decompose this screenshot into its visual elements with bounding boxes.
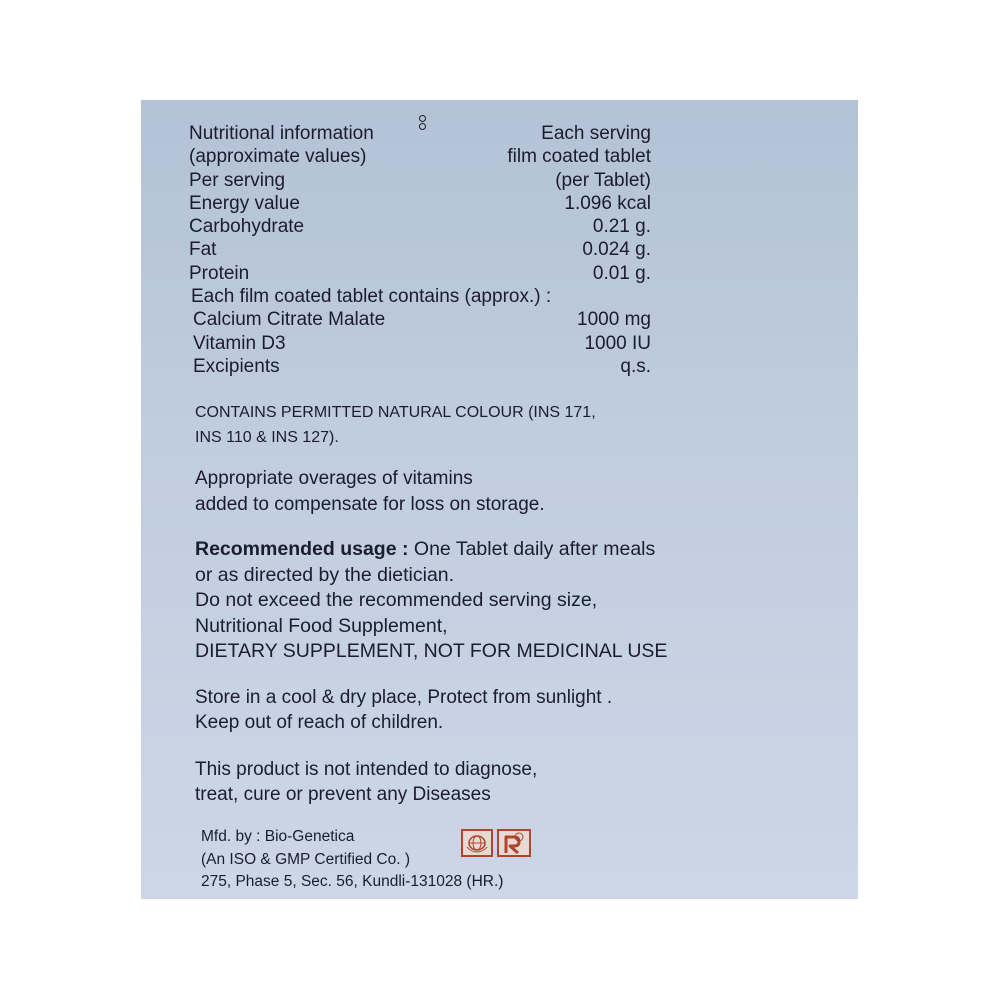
ingredient-label: Excipients: [193, 355, 280, 377]
nutrition-header-left-2: (approximate values): [189, 146, 367, 168]
nutrition-header-right-3: (per Tablet): [555, 169, 651, 191]
nutrition-table: [189, 122, 651, 378]
nutrition-value: 1.096 kcal: [564, 192, 651, 214]
usage-line-5: DIETARY SUPPLEMENT, NOT FOR MEDICINAL USE: [195, 640, 668, 662]
ingredient-label: Calcium Citrate Malate: [193, 309, 386, 331]
overages-line-2: added to compensate for loss on storage.: [195, 494, 545, 515]
certification-logos: [461, 829, 531, 857]
nutrition-label: Carbohydrate: [189, 216, 305, 238]
colour-notice-line-2: INS 110 & INS 127).: [195, 429, 339, 446]
nutrition-label: Fat: [189, 239, 217, 261]
nutrition-header-left-1: Nutritional information: [189, 123, 374, 144]
storage-line-2: Keep out of reach of children.: [195, 712, 444, 733]
nutrition-value: 0.21 g.: [592, 216, 651, 238]
nutrition-row: [189, 192, 651, 215]
manufacturer-line-1: Mfd. by : Bio-Genetica: [201, 828, 355, 845]
nutrition-header-row-2: [189, 145, 651, 168]
ingredient-value: q.s.: [620, 355, 651, 377]
nutrition-row: [189, 215, 651, 238]
overages-line-1: Appropriate overages of vitamins: [195, 468, 473, 489]
storage-section: [195, 685, 612, 735]
nutrition-header-row-3: [189, 169, 651, 192]
ingredient-value: 1000 mg: [577, 309, 651, 331]
storage-line-1: Store in a cool & dry place, Protect from sunlight .: [195, 687, 613, 708]
label-panel: [141, 100, 858, 899]
usage-line-1-text: One Tablet daily after meals: [408, 538, 656, 560]
manufacturer-line-2: (An ISO & GMP Certified Co. ): [201, 850, 411, 868]
disclaimer-line-2: treat, cure or prevent any Diseases: [195, 784, 491, 805]
nutrition-header-left-3: Per serving: [189, 169, 286, 191]
ingredient-value: 1000 IU: [584, 332, 651, 354]
overages-notice: [195, 466, 545, 518]
globe-seal-icon: [461, 829, 493, 857]
usage-line-1: [195, 537, 667, 563]
usage-line-2: or as directed by the dietician.: [195, 563, 455, 586]
nutrition-value: 0.01 g.: [592, 262, 651, 284]
nutrition-header-right-1: Each serving: [541, 123, 651, 144]
nutrition-header-row-1: [189, 122, 651, 145]
usage-section: [195, 537, 667, 665]
usage-label: Recommended usage :: [195, 538, 409, 560]
contains-heading: Each film coated tablet contains (approx.) :: [191, 286, 552, 308]
nutrition-value: 0.024 g.: [582, 239, 651, 261]
nutrition-row: [189, 238, 651, 261]
manufacturer-section: [201, 826, 503, 894]
disclaimer-section: [195, 757, 537, 807]
colour-notice: [195, 400, 596, 450]
ingredient-row: [189, 332, 651, 355]
colour-notice-line-1: CONTAINS PERMITTED NATURAL COLOUR (INS 171,: [195, 404, 596, 421]
ingredient-label: Vitamin D3: [193, 332, 286, 354]
gmp-r-icon: [497, 829, 531, 857]
nutrition-label: Protein: [189, 262, 250, 284]
manufacturer-line-3: 275, Phase 5, Sec. 56, Kundli-131028 (HR.): [201, 873, 504, 890]
nutrition-row: [189, 262, 651, 285]
ingredient-row: [189, 308, 651, 331]
ingredient-row: [189, 355, 651, 378]
nutrition-header-right-2: film coated tablet: [507, 146, 651, 168]
nutrition-label: Energy value: [189, 192, 300, 214]
disclaimer-line-1: This product is not intended to diagnose,: [195, 759, 538, 780]
usage-line-3: Do not exceed the recommended serving size,: [195, 589, 598, 611]
usage-line-4: Nutritional Food Supplement,: [195, 614, 448, 637]
